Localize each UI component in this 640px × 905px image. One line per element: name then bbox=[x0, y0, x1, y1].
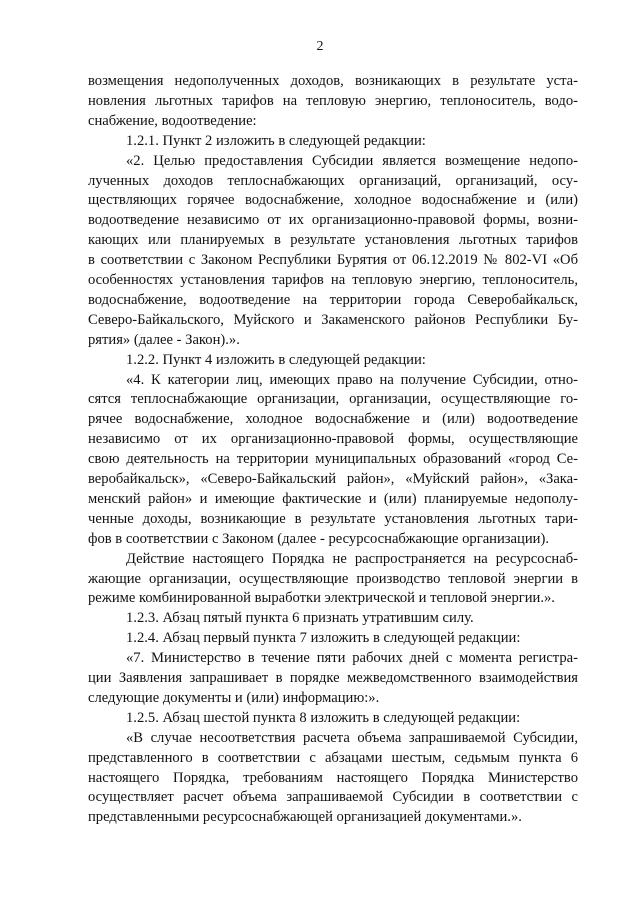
text-line: 1.2.3. Абзац пятый пункта 6 признать утратившим силу. bbox=[126, 610, 474, 627]
text-line: водоотведение независимо от их организационно-правовой формы, возни- bbox=[88, 212, 578, 229]
text-line: «В случае несоответствия расчета объема запрашиваемой Субсидии, bbox=[126, 729, 578, 746]
text-line: режиме комбинированной выработки электрической и тепловой энергии.». bbox=[88, 590, 555, 607]
text-line: снабжение, водоотведение: bbox=[88, 112, 257, 129]
text-line: менский район» и имеющие фактические и (или) планируемые недополу- bbox=[88, 490, 578, 507]
text-line: в соответствии с Законом Республики Бурятия от 06.12.2019 № 802-VI «Об bbox=[88, 252, 578, 269]
text-line: свою деятельность на территории муниципальных образований «город Се- bbox=[88, 451, 578, 468]
text-line: ции Заявления запрашивает в порядке межведомственного взаимодействия bbox=[88, 670, 578, 686]
text-line: рячее водоснабжение, холодное водоснабжение и (или) водоотведение bbox=[88, 411, 578, 428]
text-line: «4. К категории лиц, имеющих право на получение Субсидии, отно- bbox=[126, 371, 578, 388]
text-line: 1.2.2. Пункт 4 изложить в следующей редакции: bbox=[126, 351, 426, 368]
text-line: настоящего Порядка, требованиям настоящего Порядка Министерство bbox=[88, 769, 578, 786]
text-line: ществляющих горячее водоснабжение, холодное водоснабжение и (или) bbox=[88, 192, 578, 209]
text-line: 1.2.1. Пункт 2 изложить в следующей редакции: bbox=[126, 132, 426, 149]
text-line: представленными ресурсоснабжающей организацией документами.». bbox=[88, 809, 522, 826]
text-line: ченные доходы, возникающие в результате установления льготных тари- bbox=[88, 510, 578, 527]
text-line: «7. Министерство в течение пяти рабочих дней с момента регистра- bbox=[126, 650, 578, 667]
text-line: 1.2.5. Абзац шестой пункта 8 изложить в следующей редакции: bbox=[126, 709, 521, 726]
text-line: представленного в соответствии с абзацами шестым, седьмым пункта 6 bbox=[88, 749, 578, 766]
text-line: Северо-Байкальского, Муйского и Закаменского районов Республики Бу- bbox=[88, 311, 578, 328]
text-line: 1.2.4. Абзац первый пункта 7 изложить в следующей редакции: bbox=[126, 630, 521, 647]
text-line: новления льготных тарифов на тепловую энергию, теплоноситель, водо- bbox=[88, 92, 578, 109]
text-line: особенностях установления тарифов на тепловую энергию, теплоноситель, bbox=[88, 272, 578, 288]
text-line: сятся теплоснабжающие организации, организации, осуществляющие го- bbox=[88, 391, 578, 408]
text-line: водоснабжение, водоотведение на территории города Северобайкальск, bbox=[88, 291, 578, 308]
page-number: 2 bbox=[316, 39, 324, 54]
text-line: лученных доходов теплоснабжающих организаций, организаций, осу- bbox=[88, 172, 578, 189]
text-line: рятия» (далее - Закон).». bbox=[88, 331, 240, 348]
text-line: кающих или планируемых в результате установления льготных тарифов bbox=[88, 232, 578, 249]
text-line: осуществляет расчет объема запрашиваемой Субсидии в соответствии с bbox=[88, 789, 578, 806]
text-line: «2. Целью предоставления Субсидии является возмещение недопо- bbox=[126, 152, 578, 169]
text-line: веробайкальск», «Северо-Байкальский район», «Муйский район», «Зака- bbox=[88, 471, 578, 487]
text-line: Действие настоящего Порядка не распространяется на ресурсоснаб- bbox=[126, 550, 578, 567]
text-line: следующие документы и (или) информацию:». bbox=[88, 689, 380, 706]
text-line: возмещения недополученных доходов, возникающих в результате уста- bbox=[88, 73, 578, 89]
text-line: фов в соответствии с Законом (далее - ресурсоснабжающие организации). bbox=[88, 530, 549, 547]
text-line: жающие организации, осуществляющие производство тепловой энергии в bbox=[88, 570, 578, 587]
text-line: независимо от их организационно-правовой формы, осуществляющие bbox=[88, 431, 578, 448]
